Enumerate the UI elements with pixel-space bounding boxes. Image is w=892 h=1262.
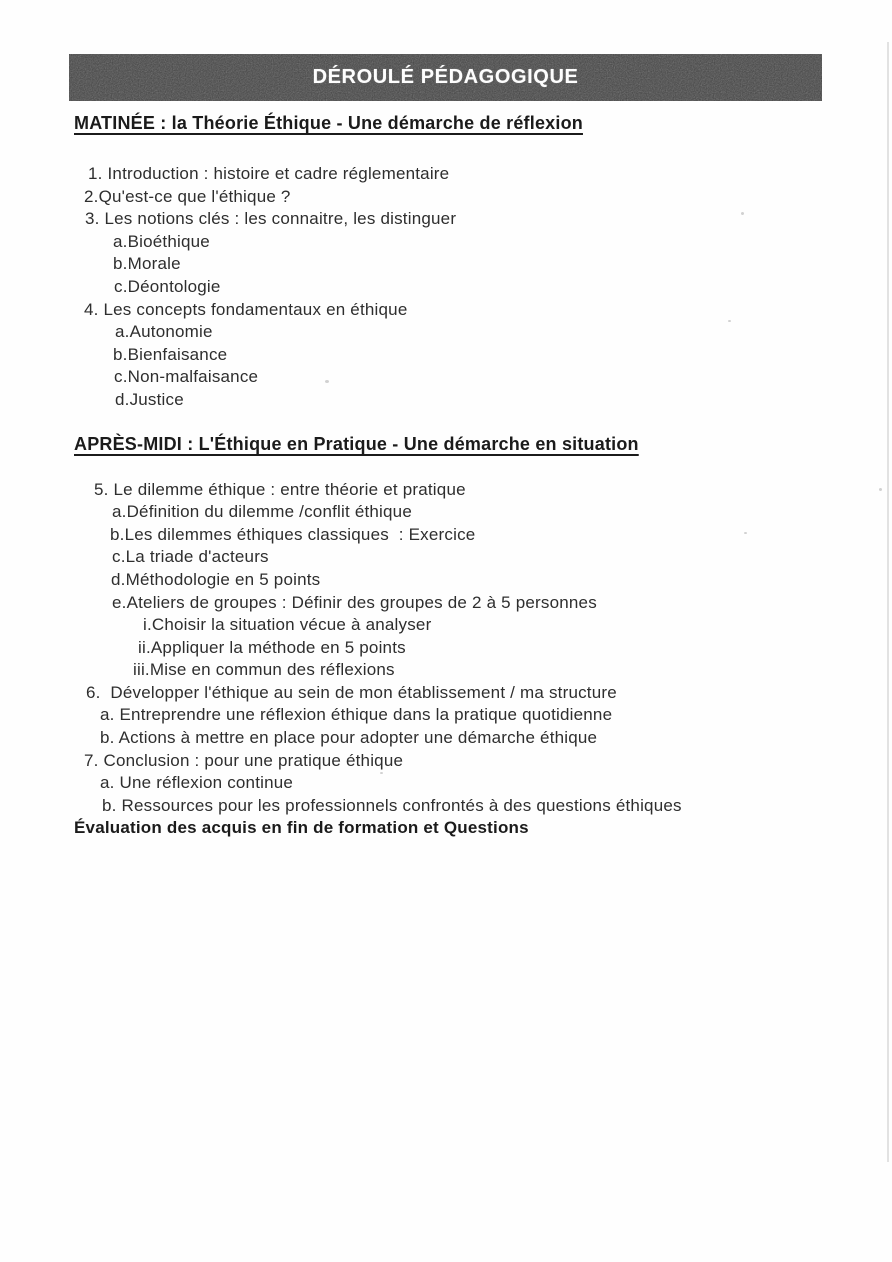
list-item: i.Choisir la situation vécue à analyser: [143, 615, 432, 635]
scan-speck: [744, 532, 747, 534]
section-heading-matinee: MATINÉE : la Théorie Éthique - Une démarche de réflexion: [74, 113, 583, 133]
scan-speck: [380, 772, 383, 774]
list-item: 7. Conclusion : pour une pratique éthique: [84, 750, 404, 770]
document-title-banner: [69, 54, 822, 101]
list-item: e.Ateliers de groupes : Définir des groupes de 2 à 5 personnes: [112, 592, 597, 612]
list-item: 5. Le dilemme éthique : entre théorie et pratique: [94, 479, 466, 499]
list-item: b. Ressources pour les professionnels confrontés à des questions éthiques: [102, 795, 682, 815]
list-item: a.Autonomie: [115, 322, 213, 342]
list-item: 3. Les notions clés : les connaitre, les distinguer: [85, 209, 457, 229]
list-item: c.Déontologie: [114, 276, 221, 296]
list-item: a.Bioéthique: [113, 231, 210, 251]
scan-speck: [741, 212, 744, 215]
list-item: b. Actions à mettre en place pour adopter une démarche éthique: [100, 728, 598, 748]
list-item: c.Non-malfaisance: [114, 367, 259, 387]
scan-speck: [879, 488, 882, 491]
list-item: d.Méthodologie en 5 points: [111, 569, 321, 589]
morning-outline-list: [74, 163, 834, 412]
list-item: a. Une réflexion continue: [100, 773, 294, 793]
list-item: b.Bienfaisance: [113, 344, 228, 364]
afternoon-outline-list: [74, 479, 834, 818]
list-item: c.La triade d'acteurs: [112, 547, 269, 567]
scan-speck: [325, 380, 329, 383]
list-item: 4. Les concepts fondamentaux en éthique: [84, 299, 408, 319]
scan-edge-line: [887, 42, 889, 1162]
document-body: [74, 112, 834, 840]
list-item: 6. Développer l'éthique au sein de mon établissement / ma structure: [86, 682, 617, 702]
list-item: d.Justice: [115, 389, 184, 409]
list-item: iii.Mise en commun des réflexions: [133, 660, 395, 680]
list-item: b.Morale: [113, 254, 181, 274]
evaluation-note: Évaluation des acquis en fin de formation et Questions: [74, 818, 529, 838]
section-heading-apres-midi: APRÈS-MIDI : L'Éthique en Pratique - Une démarche en situation: [74, 433, 639, 454]
list-item: b.Les dilemmes éthiques classiques : Exercice: [110, 524, 476, 544]
list-item: a. Entreprendre une réflexion éthique dans la pratique quotidienne: [100, 705, 613, 725]
list-item: 2.Qu'est-ce que l'éthique ?: [84, 186, 291, 206]
list-item: 1. Introduction : histoire et cadre réglementaire: [88, 164, 450, 183]
page-title: DÉROULÉ PÉDAGOGIQUE: [312, 66, 579, 88]
scan-speck: [728, 320, 731, 322]
list-item: ii.Appliquer la méthode en 5 points: [138, 637, 406, 657]
list-item: a.Définition du dilemme /conflit éthique: [112, 502, 412, 522]
